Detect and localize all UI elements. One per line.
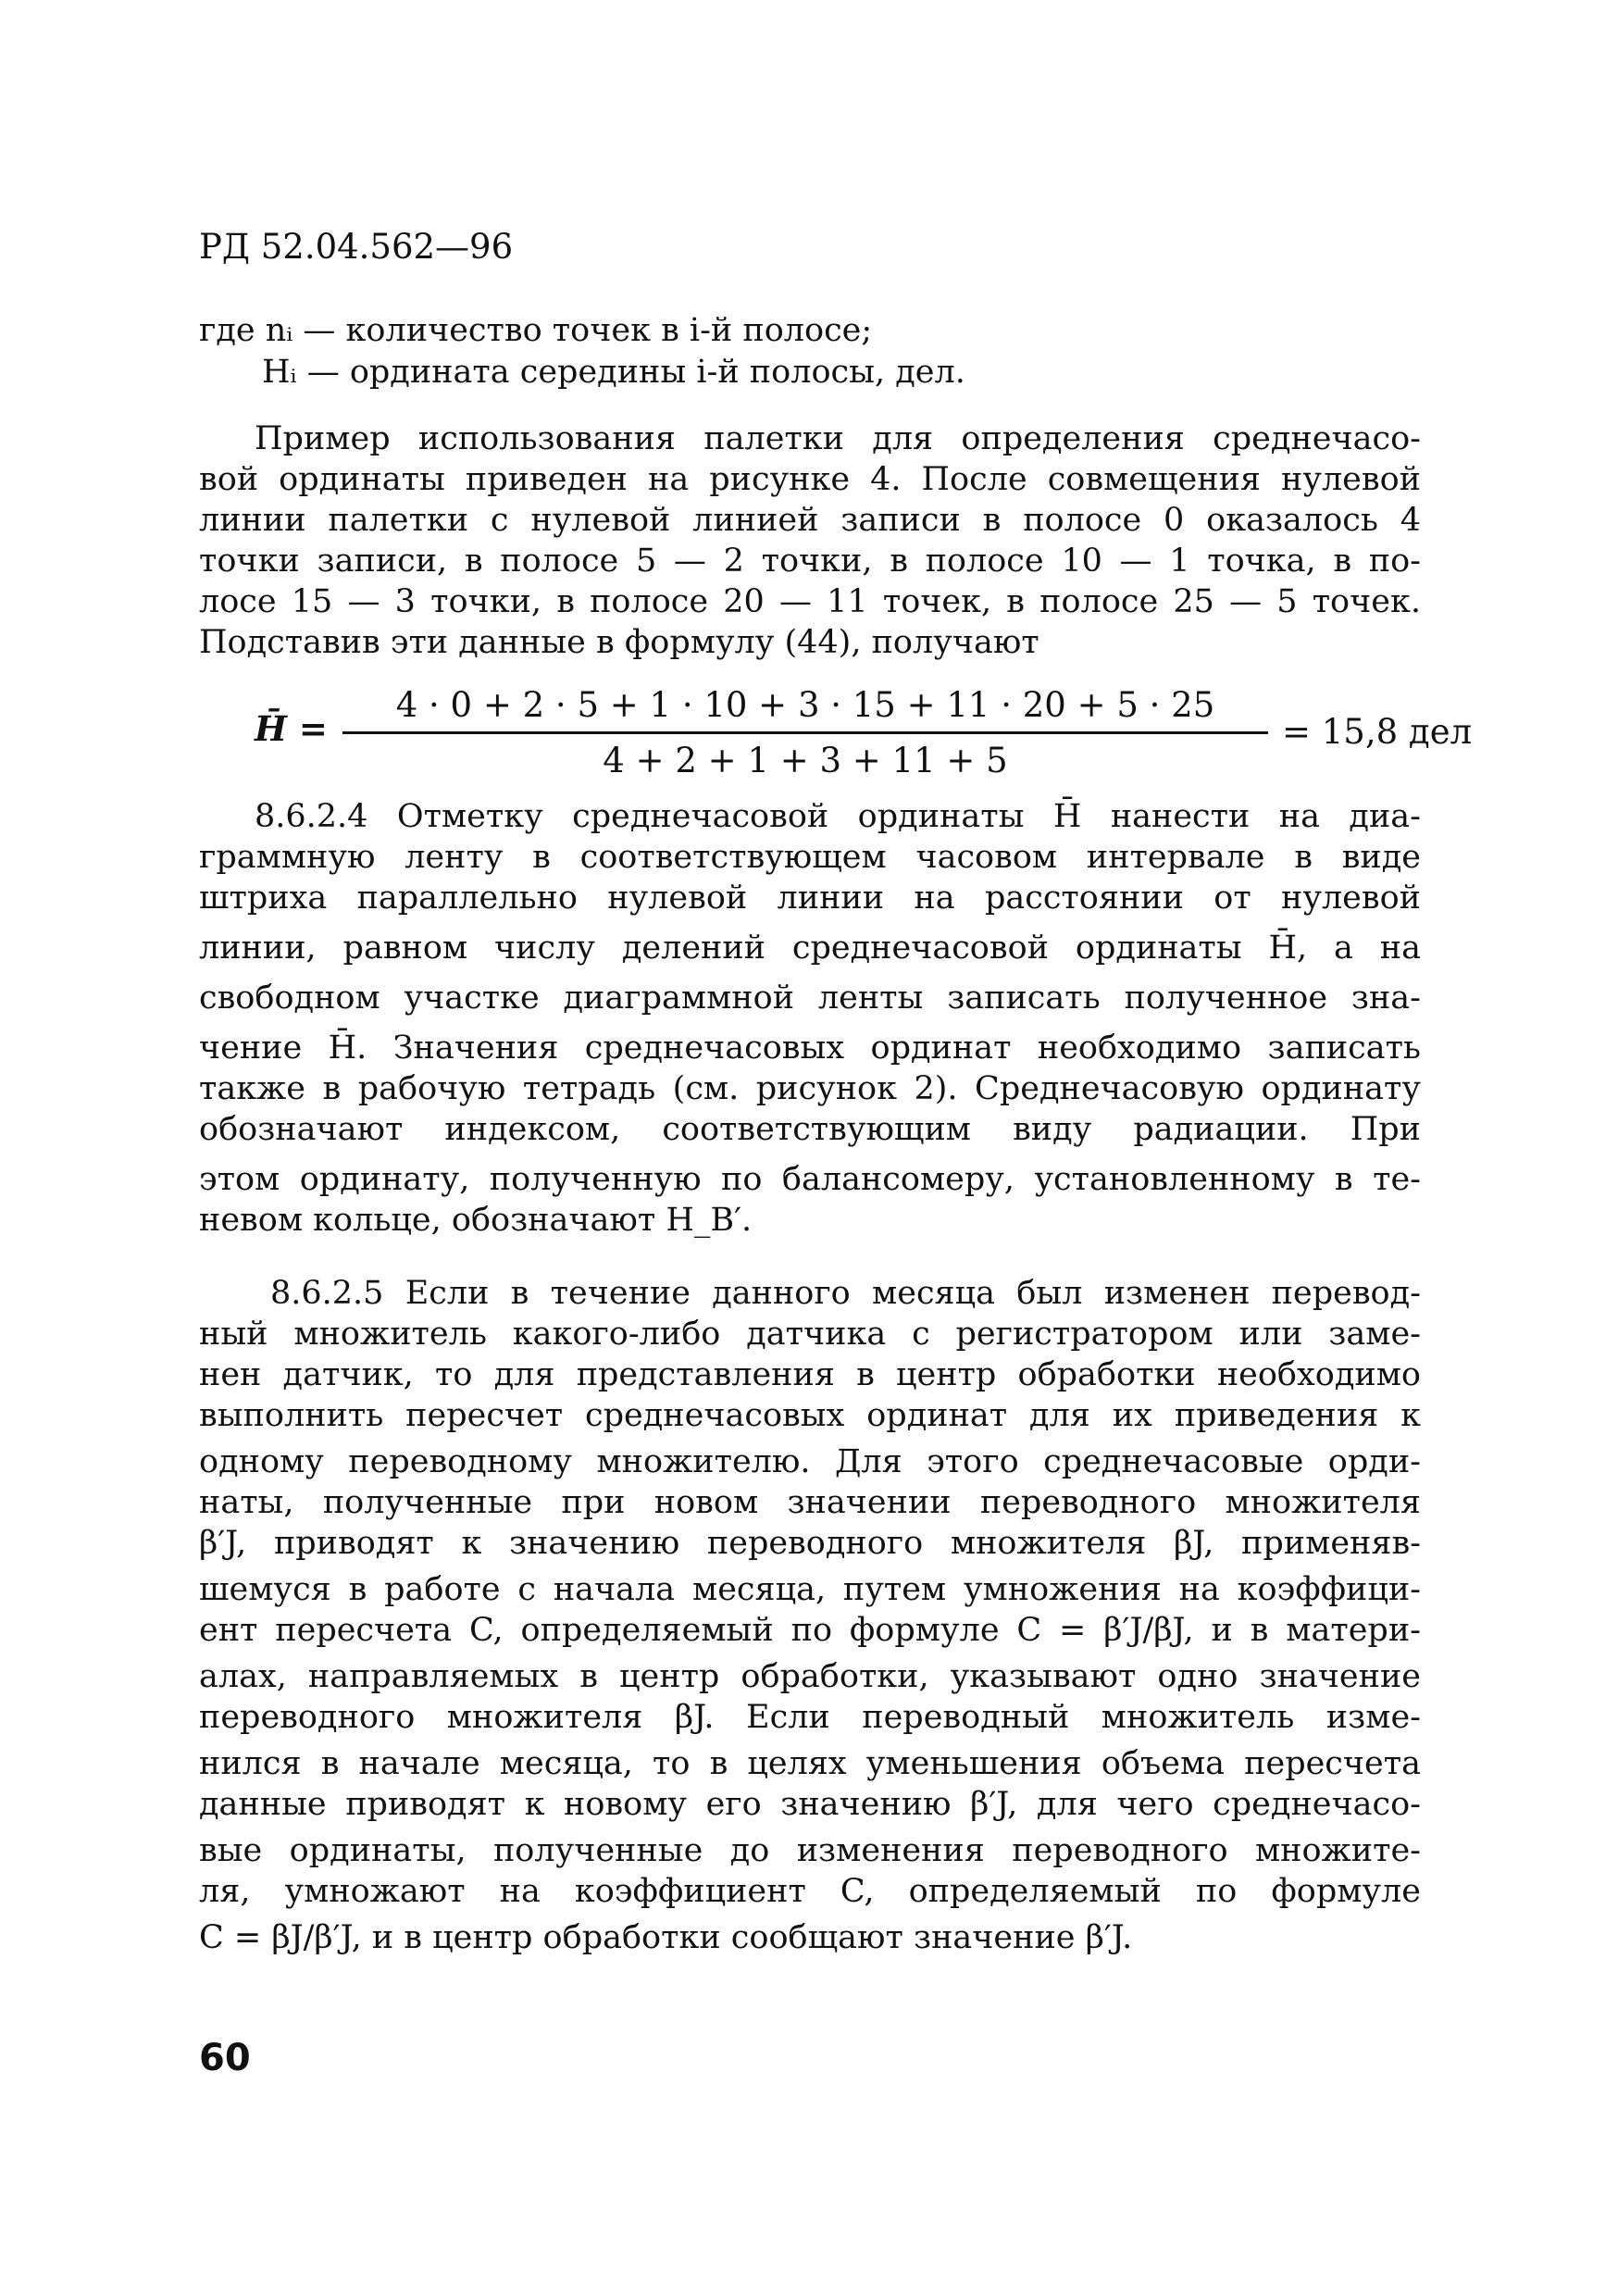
text-line: одному переводному множителю. Для этого среднечасовые орди- xyxy=(199,1443,1421,1480)
text-line: чение H̄. Значения среднечасовых ординат необходимо записать xyxy=(199,1029,1421,1067)
text-line: штриха параллельно нулевой линии на расстоянии от нулевой xyxy=(199,880,1421,917)
page-number: 60 xyxy=(199,2037,251,2079)
text-line: ный множитель какого-либо датчика с регистратором или заме- xyxy=(199,1316,1421,1353)
formula-denominator: 4 + 2 + 1 + 3 + 11 + 5 xyxy=(603,741,1008,780)
text-line: β′J, приводят к значению переводного множителя βJ, применяв- xyxy=(199,1525,1421,1562)
text-line: Пример использования палетки для определения среднечасо- xyxy=(255,420,1421,457)
text-line: также в рабочую тетрадь (см. рисунок 2). Среднечасовую ординату xyxy=(199,1070,1421,1107)
text-line: C = βJ/β′J, и в центр обработки сообщают значение β′J. xyxy=(199,1919,1133,1956)
text-line: ля, умножают на коэффициент C, определяемый по формуле xyxy=(199,1873,1421,1910)
text-line: нен датчик, то для представления в центр обработки необходимо xyxy=(199,1356,1421,1393)
text-line: наты, полученные при новом значении переводного множителя xyxy=(199,1484,1421,1521)
text-line: невом кольце, обозначают H_B′. xyxy=(199,1202,753,1239)
text-line: данные приводят к новому его значению β′J, для чего среднечасо- xyxy=(199,1786,1421,1823)
text-line: 8.6.2.5 Если в течение данного месяца был изменен перевод- xyxy=(270,1275,1421,1312)
text-line: вой ординаты приведен на рисунке 4. После совмещения нулевой xyxy=(199,461,1421,498)
text-line: переводного множителя βJ. Если переводный множитель изме- xyxy=(199,1699,1421,1736)
text-line: свободном участке диаграммной ленты записать полученное зна- xyxy=(199,980,1421,1017)
text-line: этом ординату, полученную по балансомеру, установленному в те- xyxy=(199,1161,1421,1198)
formula-result: = 15,8 дел xyxy=(1282,712,1473,752)
text-line: обозначают индексом, соответствующим виду радиации. При xyxy=(199,1111,1421,1148)
text-line: шемуся в работе с начала месяца, путем умножения на коэффици- xyxy=(199,1571,1421,1608)
text-line: алах, направляемых в центр обработки, указывают одно значение xyxy=(199,1658,1421,1695)
formula-numerator: 4 · 0 + 2 · 5 + 1 · 10 + 3 · 15 + 11 · 20 + 5 · 25 xyxy=(395,685,1215,725)
page-header: РД 52.04.562—96 xyxy=(199,227,514,267)
text-line: ент пересчета C, определяемый по формуле C = β′J/βJ, и в матери- xyxy=(199,1612,1421,1649)
text-line: линии, равном числу делений среднечасовой ординаты H̄, а на xyxy=(199,930,1421,967)
text-line: выполнить пересчет среднечасовых ординат для их приведения к xyxy=(199,1397,1421,1434)
mean-ordinate-formula xyxy=(255,685,1473,780)
text-line: линии палетки с нулевой линией записи в полосе 0 оказалось 4 xyxy=(199,502,1421,539)
text-line: Подставив эти данные в формулу (44), получают xyxy=(199,624,1039,661)
definition-hi: Hᵢ — ордината середины i-й полосы, дел. xyxy=(262,354,965,391)
fraction-bar xyxy=(342,731,1268,734)
formula-lhs: H̄ = xyxy=(255,708,328,749)
text-line: нился в начале месяца, то в целях уменьшения объема пересчета xyxy=(199,1745,1421,1782)
text-line: вые ординаты, полученные до изменения переводного множите- xyxy=(199,1832,1421,1869)
text-line: точки записи, в полосе 5 — 2 точки, в полосе 10 — 1 точка, в по- xyxy=(199,543,1421,580)
text-line: граммную ленту в соответствующем часовом интервале в виде xyxy=(199,839,1421,876)
text-line: лосе 15 — 3 точки, в полосе 20 — 11 точек, в полосе 25 — 5 точек. xyxy=(199,583,1421,620)
definition-ni: где nᵢ — количество точек в i-й полосе; xyxy=(199,312,873,349)
text-line: 8.6.2.4 Отметку среднечасовой ординаты H̄ нанести на диа- xyxy=(255,798,1421,835)
